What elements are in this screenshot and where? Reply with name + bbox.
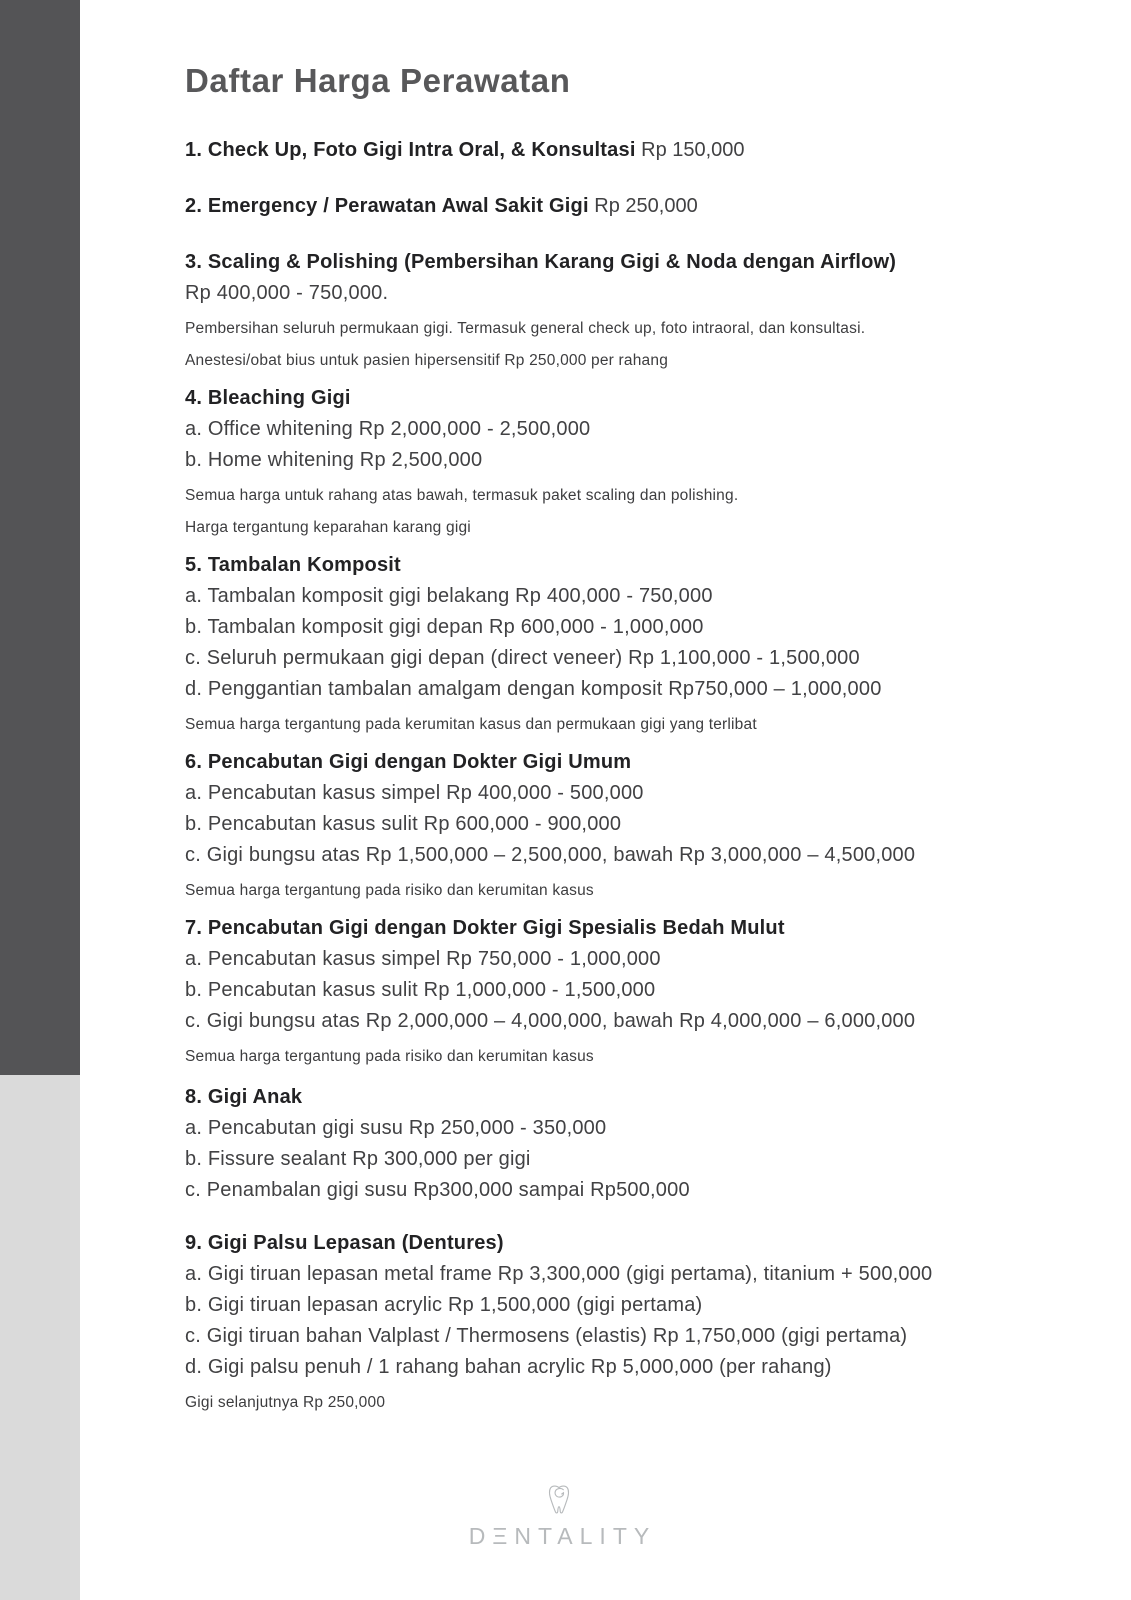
section-note-line: Semua harga untuk rahang atas bawah, termasuk paket scaling dan polishing. [185,487,739,504]
section-heading-text: 7. Pencabutan Gigi dengan Dokter Gigi Spesialis Bedah Mulut [185,917,785,939]
section-heading [185,191,1045,222]
section-heading-text: 9. Gigi Palsu Lepasan (Dentures) [185,1232,504,1254]
price-item: c. Gigi bungsu atas Rp 2,000,000 – 4,000,000, bawah Rp 4,000,000 – 6,000,000 [185,1010,916,1032]
price-section-4 [185,383,1045,544]
price-item: a. Office whitening Rp 2,000,000 - 2,500,000 [185,418,591,440]
section-note-line: Anestesi/obat bius untuk pasien hipersensitif Rp 250,000 per rahang [185,352,669,369]
price-item: c. Gigi bungsu atas Rp 1,500,000 – 2,500,000, bawah Rp 3,000,000 – 4,500,000 [185,844,916,866]
section-heading [185,247,1045,278]
price-item: b. Gigi tiruan lepasan acrylic Rp 1,500,000 (gigi pertama) [185,1294,703,1316]
section-heading [185,383,1045,414]
section-heading [185,747,1045,778]
section-heading [185,550,1045,581]
price-item: d. Penggantian tambalan amalgam dengan komposit Rp750,000 – 1,000,000 [185,678,882,700]
price-item: b. Fissure sealant Rp 300,000 per gigi [185,1148,531,1170]
section-note-line: Pembersihan seluruh permukaan gigi. Termasuk general check up, foto intraoral, dan konsultasi. [185,320,866,337]
section-heading [185,913,1045,944]
section-notes [185,313,1045,377]
section-notes [185,1387,1045,1419]
price-item: a. Pencabutan gigi susu Rp 250,000 - 350,000 [185,1117,607,1139]
section-notes [185,480,1045,544]
footer-logo [0,1481,1118,1550]
section-heading-text: 1. Check Up, Foto Gigi Intra Oral, & Konsultasi [185,139,636,161]
section-price-range: Rp 400,000 - 750,000. [185,282,389,304]
section-heading-text: 5. Tambalan Komposit [185,554,401,576]
price-item: d. Gigi palsu penuh / 1 rahang bahan acrylic Rp 5,000,000 (per rahang) [185,1356,832,1378]
section-heading [185,135,1045,166]
section-note-line: Harga tergantung keparahan karang gigi [185,519,471,536]
section-heading [185,1228,1045,1259]
price-sections [185,135,1045,1419]
price-section-8 [185,1082,1045,1206]
price-section-5 [185,550,1045,741]
section-note-line: Gigi selanjutnya Rp 250,000 [185,1394,386,1411]
price-item: a. Tambalan komposit gigi belakang Rp 400,000 - 750,000 [185,585,713,607]
section-notes [185,1041,1045,1073]
section-heading-text: 4. Bleaching Gigi [185,387,351,409]
price-item: a. Gigi tiruan lepasan metal frame Rp 3,300,000 (gigi pertama), titanium + 500,000 [185,1263,933,1285]
price-item: c. Penambalan gigi susu Rp300,000 sampai Rp500,000 [185,1179,690,1201]
section-note-line: Semua harga tergantung pada risiko dan kerumitan kasus [185,882,594,899]
section-heading-text: 3. Scaling & Polishing (Pembersihan Karang Gigi & Noda dengan Airflow) [185,251,897,273]
section-heading-text: 6. Pencabutan Gigi dengan Dokter Gigi Umum [185,751,632,773]
price-item: b. Pencabutan kasus sulit Rp 600,000 - 900,000 [185,813,622,835]
price-item: c. Seluruh permukaan gigi depan (direct veneer) Rp 1,100,000 - 1,500,000 [185,647,860,669]
section-heading-text: 8. Gigi Anak [185,1086,303,1108]
price-section-7 [185,913,1045,1073]
tooth-icon [544,1481,574,1521]
price-item: a. Pencabutan kasus simpel Rp 400,000 - 500,000 [185,782,644,804]
section-note-line: Semua harga tergantung pada kerumitan kasus dan permukaan gigi yang terlibat [185,716,757,733]
section-heading-text: 2. Emergency / Perawatan Awal Sakit Gigi [185,195,589,217]
section-notes [185,709,1045,741]
section-heading-price: Rp 150,000 [635,139,745,161]
price-item: b. Pencabutan kasus sulit Rp 1,000,000 - 1,500,000 [185,979,656,1001]
section-heading-price: Rp 250,000 [588,195,698,217]
page-title: Daftar Harga Perawatan [185,62,571,99]
brand-wordmark: DΞNTALITY [468,1523,657,1549]
section-notes [185,875,1045,907]
price-section-9 [185,1228,1045,1419]
price-section-1 [185,135,1045,166]
price-section-3 [185,247,1045,377]
price-section-6 [185,747,1045,907]
price-item: a. Pencabutan kasus simpel Rp 750,000 - 1,000,000 [185,948,661,970]
section-heading [185,1082,1045,1113]
section-note-line: Semua harga tergantung pada risiko dan kerumitan kasus [185,1048,594,1065]
price-section-2 [185,191,1045,222]
price-item: c. Gigi tiruan bahan Valplast / Thermosens (elastis) Rp 1,750,000 (gigi pertama) [185,1325,908,1347]
price-item: b. Tambalan komposit gigi depan Rp 600,000 - 1,000,000 [185,616,704,638]
price-list-document [185,62,1045,1419]
price-item: b. Home whitening Rp 2,500,000 [185,449,483,471]
left-strip-dark [0,0,80,1075]
